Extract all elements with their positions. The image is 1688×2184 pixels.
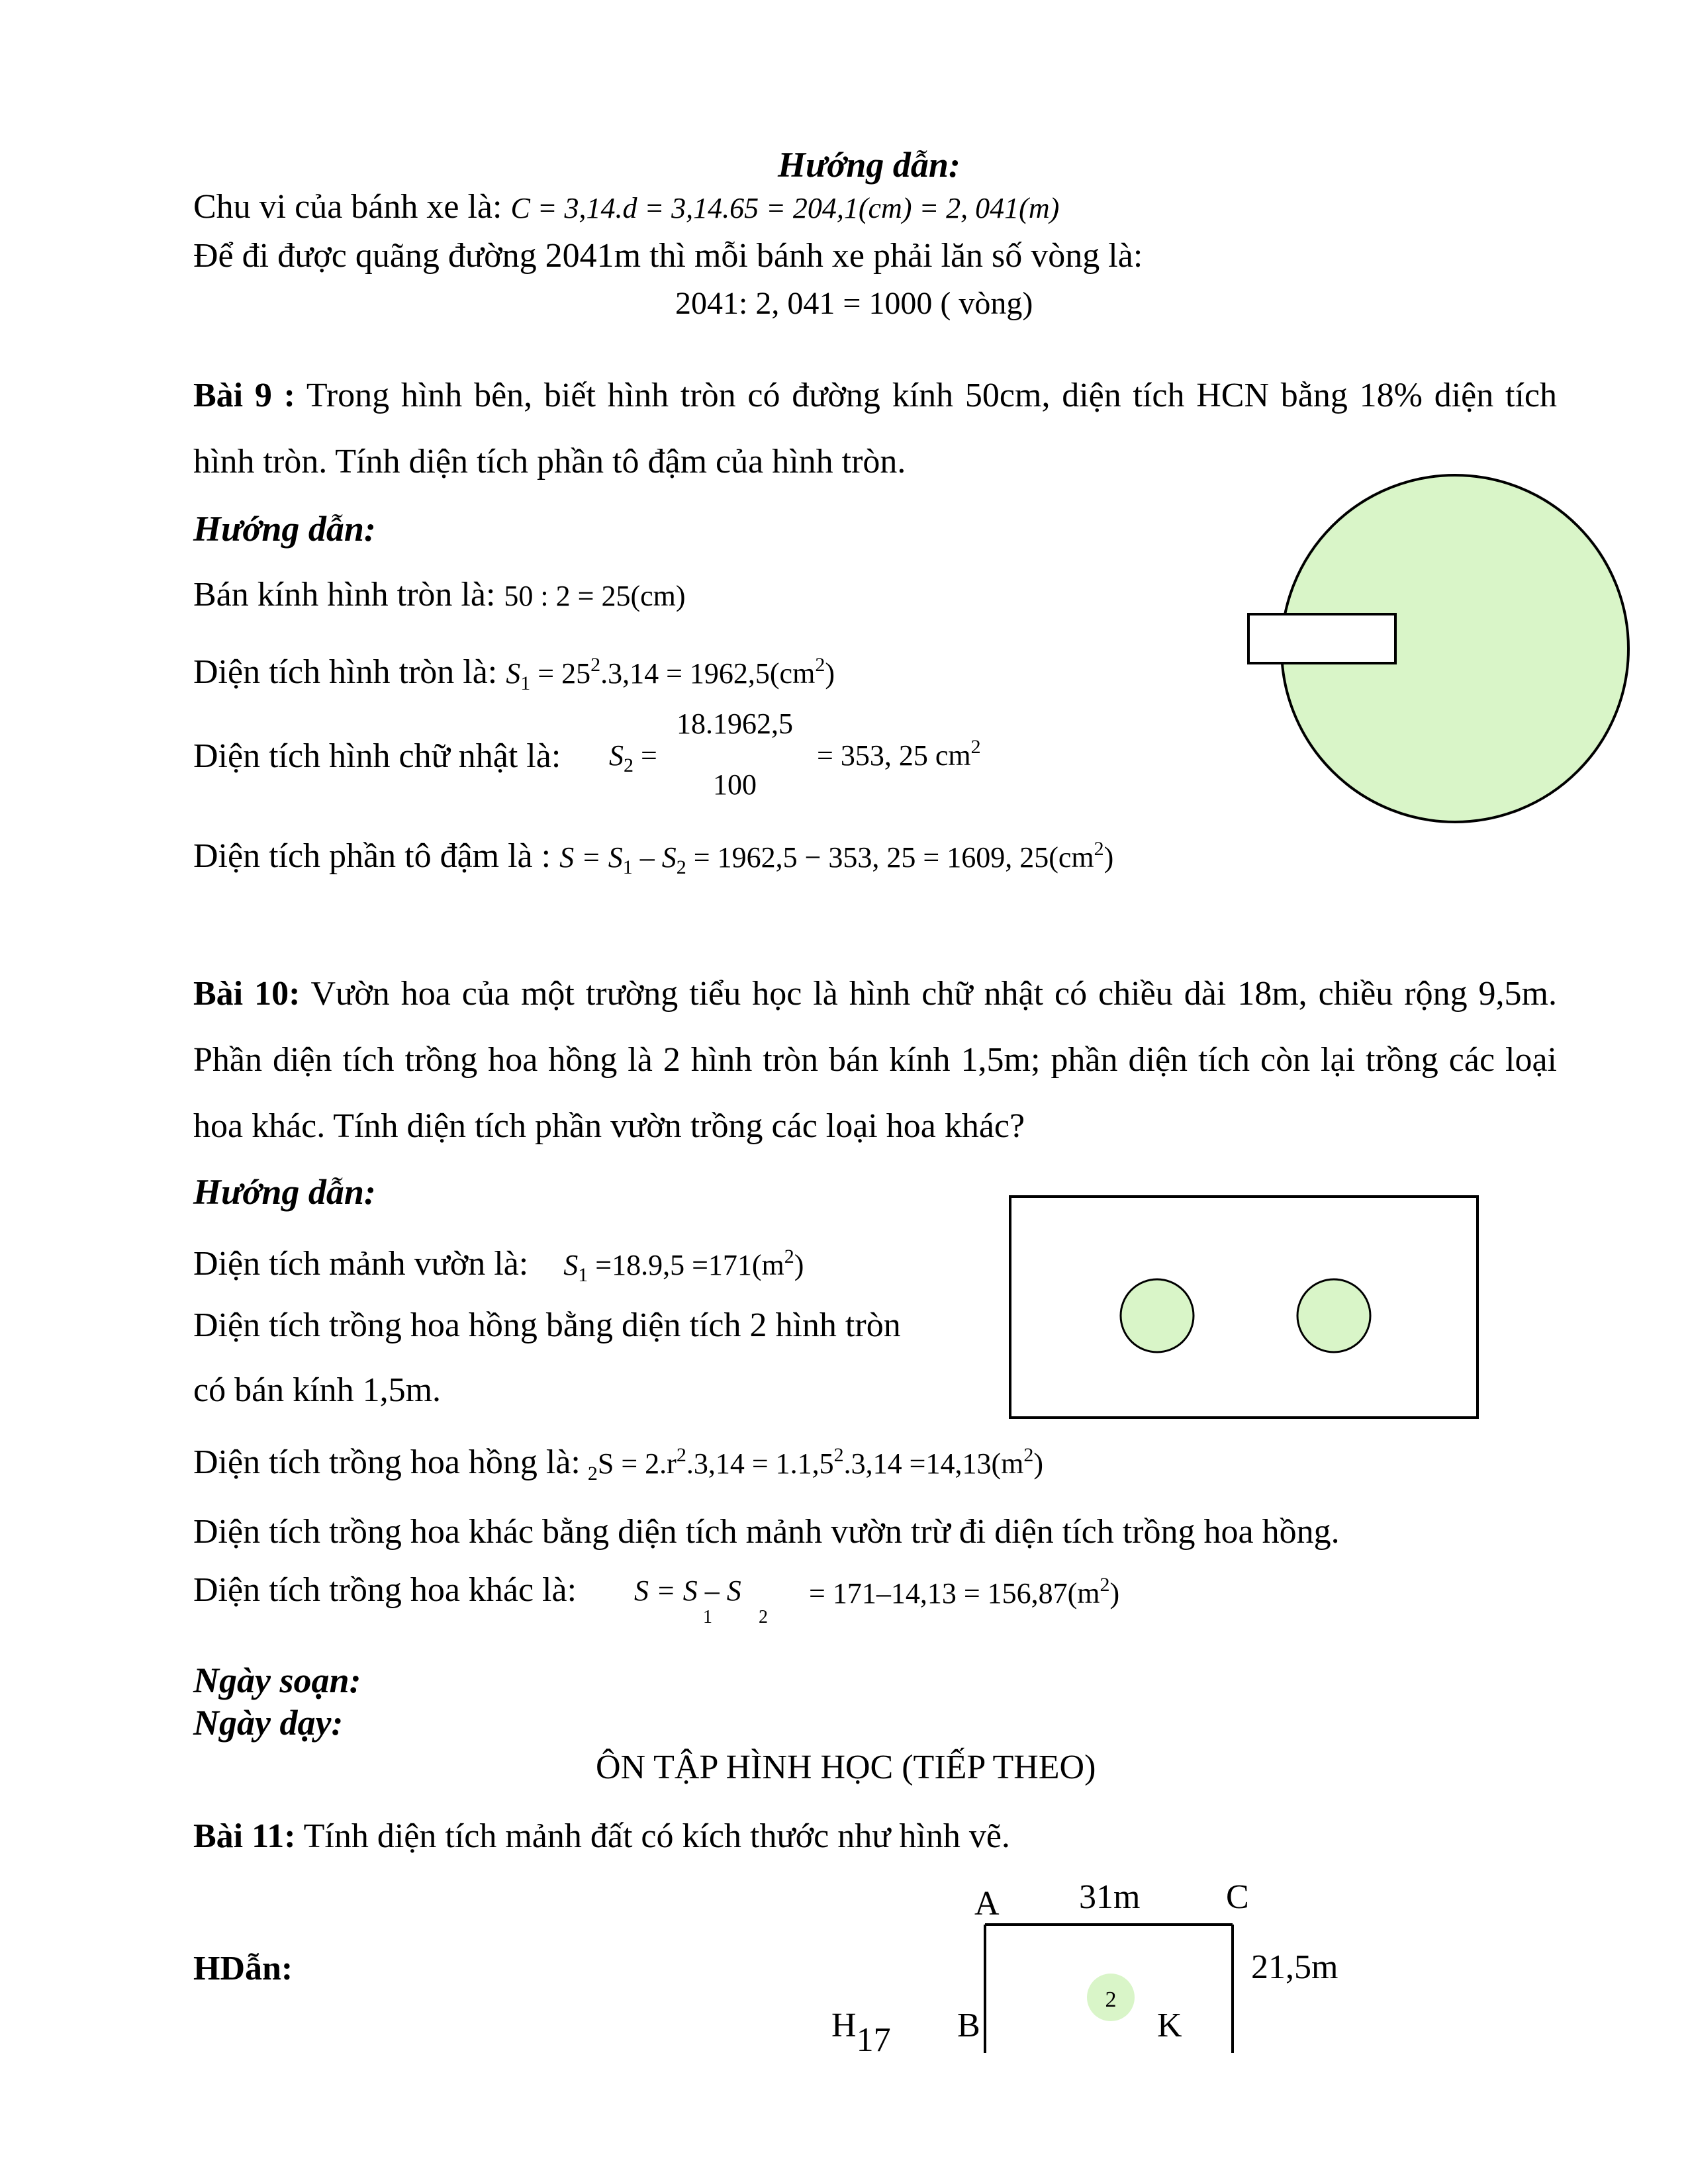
b10-l5-res: = 171–14,13 = 156,87(m bbox=[809, 1577, 1100, 1610]
b10-l3-exp1: 2 bbox=[676, 1444, 686, 1466]
b10-l3-exp3: 2 bbox=[1023, 1444, 1034, 1466]
b10-l1-S: S bbox=[563, 1249, 579, 1281]
b9-l3-text: Diện tích hình chữ nhật là: bbox=[193, 737, 561, 775]
b10-l5-close: ) bbox=[1109, 1577, 1120, 1610]
b9-title: Bài 9 : bbox=[193, 377, 295, 414]
b9-l4-mid: – S bbox=[639, 841, 677, 874]
b9-l4-math: S = S bbox=[559, 841, 623, 874]
b10-l2b: có bán kính 1,5m. bbox=[193, 1371, 442, 1409]
b10-l3-res: .3,14 =14,13(m bbox=[843, 1447, 1024, 1480]
b9-l2-S: S bbox=[506, 657, 521, 690]
b10-l5-sub1: 1 bbox=[703, 1607, 712, 1627]
guide-heading-b8: Hướng dẫn: bbox=[778, 145, 961, 185]
b9-l3-S: S bbox=[609, 739, 624, 772]
label-K: K bbox=[1157, 2007, 1182, 2044]
b9-l2-unit-exp: 2 bbox=[815, 654, 825, 676]
section-heading: ÔN TẬP HÌNH HỌC (TIẾP THEO) bbox=[596, 1749, 1096, 1786]
b10-l3-math: S = 2.r bbox=[597, 1447, 677, 1480]
b9-l3-numerator: 18.1962,5 bbox=[677, 707, 793, 740]
b10-l3-close: ) bbox=[1033, 1447, 1043, 1480]
b9-l2-math: = 25 bbox=[538, 657, 591, 690]
b10-garden-rect bbox=[1010, 1197, 1477, 1418]
b9-l4-sub1: 1 bbox=[622, 856, 633, 878]
b9-l4-exp: 2 bbox=[1094, 838, 1104, 860]
b9-l3-exp: 2 bbox=[970, 736, 981, 758]
b10-l5-text: Diện tích trồng hoa khác là: bbox=[193, 1571, 577, 1609]
b9-l1-math: 50 : 2 = 25(cm) bbox=[504, 580, 686, 612]
b10-l1-close: ) bbox=[794, 1249, 804, 1281]
b10-l1-exp: 2 bbox=[784, 1246, 794, 1267]
b10-l3-exp2: 2 bbox=[833, 1444, 844, 1466]
b9-l3-denominator: 100 bbox=[713, 768, 757, 801]
b11-hdan: HDẫn: bbox=[193, 1950, 293, 1987]
b9-l3-res: = 353, 25 cm bbox=[817, 739, 971, 772]
b10-l3-text: Diện tích trồng hoa hồng là: bbox=[193, 1443, 581, 1481]
label-31m: 31m bbox=[1079, 1878, 1141, 1916]
label-B: B bbox=[957, 2007, 980, 2044]
b10-l3-sub: 2 bbox=[587, 1463, 598, 1484]
ngay-day: Ngày dạy: bbox=[193, 1703, 344, 1743]
b10-title: Bài 10: bbox=[193, 975, 301, 1013]
b8-line1-text: Chu vi của bánh xe là: bbox=[193, 188, 502, 226]
b9-l4-text: Diện tích phần tô đậm là : bbox=[193, 837, 551, 875]
ngay-soan: Ngày soạn: bbox=[193, 1661, 361, 1700]
label-21-5m: 21,5m bbox=[1251, 1948, 1338, 1986]
b10-l1-math: =18.9,5 =171(m bbox=[595, 1249, 784, 1281]
guide-heading-b9: Hướng dẫn: bbox=[193, 509, 376, 549]
b11-marker-number: 2 bbox=[1105, 1987, 1117, 2012]
b10-l5-math: S = S – S bbox=[634, 1574, 741, 1607]
b9-l2-text: Diện tích hình tròn là: bbox=[193, 653, 498, 691]
b9-l4-close: ) bbox=[1103, 841, 1114, 874]
b8-line2: Để đi được quãng đường 2041m thì mỗi bánh xe phải lăn số vòng là: bbox=[193, 237, 1143, 275]
label-C: C bbox=[1226, 1878, 1249, 1916]
b8-line1-math: C = 3,14.d = 3,14.65 = 204,1(cm) = 2, 041(m) bbox=[510, 192, 1060, 224]
b9-l2-sub: 1 bbox=[520, 672, 531, 694]
b9-l2-exp: 2 bbox=[590, 654, 601, 676]
b10-l1-text: Diện tích mảnh vườn là: bbox=[193, 1245, 529, 1283]
b9-l4-sub2: 2 bbox=[676, 856, 686, 878]
b9-l1-text: Bán kính hình tròn là: bbox=[193, 576, 496, 614]
b10-l1-sub: 1 bbox=[578, 1264, 588, 1286]
page-number: 17 bbox=[856, 2021, 891, 2059]
b10-rose-circle-2 bbox=[1297, 1279, 1370, 1352]
b9-rectangle bbox=[1248, 614, 1395, 663]
b10-l4: Diện tích trồng hoa khác bằng diện tích mảnh vườn trừ đi diện tích trồng hoa hồng. bbox=[193, 1513, 1340, 1551]
b9-l3-sub: 2 bbox=[624, 754, 633, 776]
b9-l3-eq: = bbox=[641, 739, 657, 772]
b8-line3: 2041: 2, 041 = 1000 ( vòng) bbox=[675, 286, 1033, 321]
b10-l2a: Diện tích trồng hoa hồng bằng diện tích 2 hình tròn bbox=[193, 1306, 901, 1344]
b10-l5-exp: 2 bbox=[1100, 1574, 1110, 1596]
b10-text: Vườn hoa của một trường tiểu học là hình chữ nhật có chiều dài 18m, chiều rộng 9,5m. Phần diện tích trồng hoa hồng là 2 hình tròn bán kính 1,5m; phần diện tích còn lại trồng các loại hoa khác. Tính diện tích phần vườn trồng các loại hoa khác? bbox=[193, 975, 1558, 1145]
label-A: A bbox=[974, 1885, 1000, 1923]
b11-title: Bài 11: bbox=[193, 1817, 296, 1855]
b10-rose-circle-1 bbox=[1121, 1279, 1194, 1352]
b10-l5-sub2: 2 bbox=[759, 1607, 768, 1627]
b11-text: Tính diện tích mảnh đất có kích thước như hình vẽ. bbox=[303, 1817, 1010, 1855]
b9-l4-res: = 1962,5 − 353, 25 = 1609, 25(cm bbox=[693, 841, 1094, 874]
b9-l2-rest: .3,14 = 1962,5(cm bbox=[600, 657, 816, 690]
b9-l2-close: ) bbox=[825, 657, 835, 690]
label-H: H bbox=[831, 2007, 857, 2044]
b10-l3-mid: .3,14 = 1.1,5 bbox=[686, 1447, 834, 1480]
guide-heading-b10: Hướng dẫn: bbox=[193, 1172, 376, 1212]
b9-text: Trong hình bên, biết hình tròn có đường kính 50cm, diện tích HCN bằng 18% diện tích hình tròn. Tính diện tích phần tô đậm của hình tròn. bbox=[193, 377, 1558, 480]
